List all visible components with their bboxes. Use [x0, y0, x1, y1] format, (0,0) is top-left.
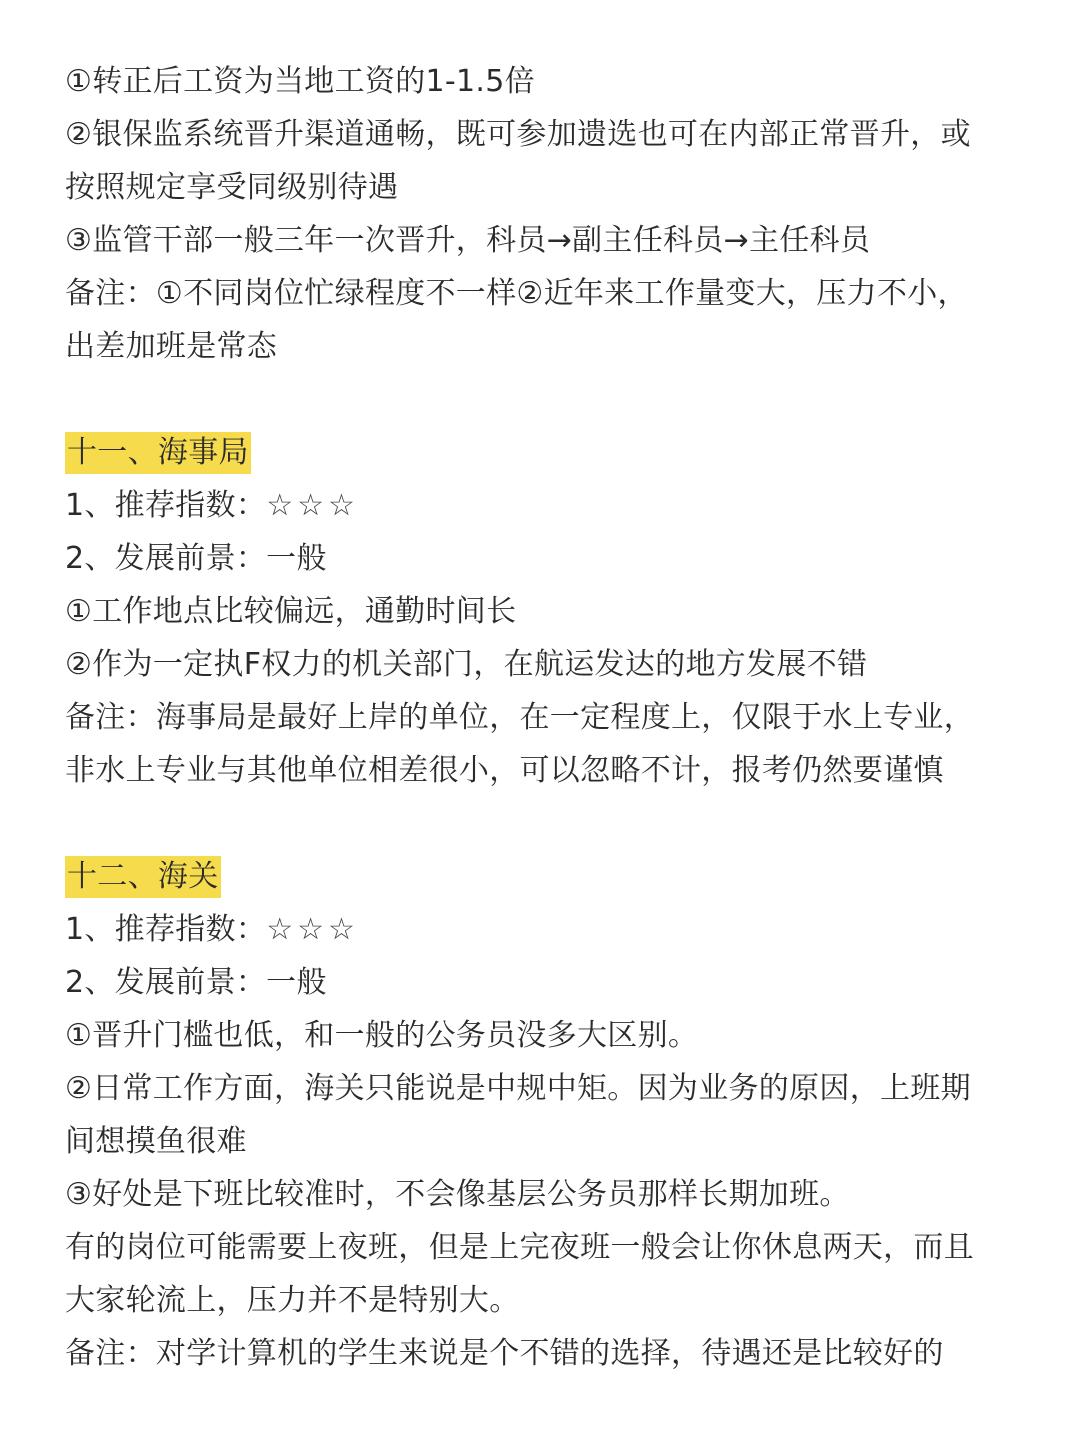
- note-line: 备注：对学计算机的学生来说是个不错的选择，待遇还是比较好的: [65, 1336, 944, 1371]
- text-line: ②作为一定执F权力的机关部门，在航运发达的地方发展不错: [65, 647, 868, 682]
- rating-label: 1、推荐指数：: [65, 912, 267, 947]
- note-line: 备注：海事局是最好上岸的单位，在一定程度上，仅限于水上专业，: [65, 700, 974, 735]
- section-gap: [65, 797, 1025, 850]
- star-rating-icon: ☆☆☆: [266, 912, 359, 947]
- text-line: ③监管干部一般三年一次晋升，科员→副主任科员→主任科员: [65, 223, 871, 258]
- section-customs: [65, 850, 1025, 1380]
- section-heading: 十二、海关: [65, 856, 221, 898]
- outlook-line: 2、发展前景：一般: [65, 541, 327, 576]
- text-line: ③好处是下班比较准时，不会像基层公务员那样长期加班。: [65, 1177, 850, 1212]
- outlook-line: 2、发展前景：一般: [65, 965, 327, 1000]
- text-line: ①晋升门槛也低，和一般的公务员没多大区别。: [65, 1018, 699, 1053]
- text-line: 大家轮流上，压力并不是特别大。: [65, 1283, 520, 1318]
- text-line: 有的岗位可能需要上夜班，但是上完夜班一般会让你休息两天，而且: [65, 1230, 974, 1265]
- text-line: ①工作地点比较偏远，通勤时间长: [65, 594, 517, 629]
- text-line: 间想摸鱼很难: [65, 1124, 247, 1159]
- text-line: ①转正后工资为当地工资的1-1.5倍: [65, 64, 535, 99]
- star-rating-icon: ☆☆☆: [266, 488, 359, 523]
- text-line: ②日常工作方面，海关只能说是中规中矩。因为业务的原因，上班期: [65, 1071, 971, 1106]
- rating-line: [65, 903, 1025, 956]
- text-line: 出差加班是常态: [65, 329, 278, 364]
- text-line: 按照规定享受同级别待遇: [65, 170, 399, 205]
- document-page: [65, 55, 1025, 1380]
- section-maritime-bureau: [65, 426, 1025, 797]
- note-line: 备注：①不同岗位忙绿程度不一样②近年来工作量变大，压力不小，: [65, 276, 968, 311]
- intro-block: [65, 55, 1025, 373]
- text-line: ②银保监系统晋升渠道通畅，既可参加遗选也可在内部正常晋升，或: [65, 117, 971, 152]
- text-line: 非水上专业与其他单位相差很小，可以忽略不计，报考仍然要谨慎: [65, 753, 944, 788]
- rating-line: [65, 479, 1025, 532]
- section-heading: 十一、海事局: [65, 432, 251, 474]
- section-gap: [65, 373, 1025, 426]
- rating-label: 1、推荐指数：: [65, 488, 267, 523]
